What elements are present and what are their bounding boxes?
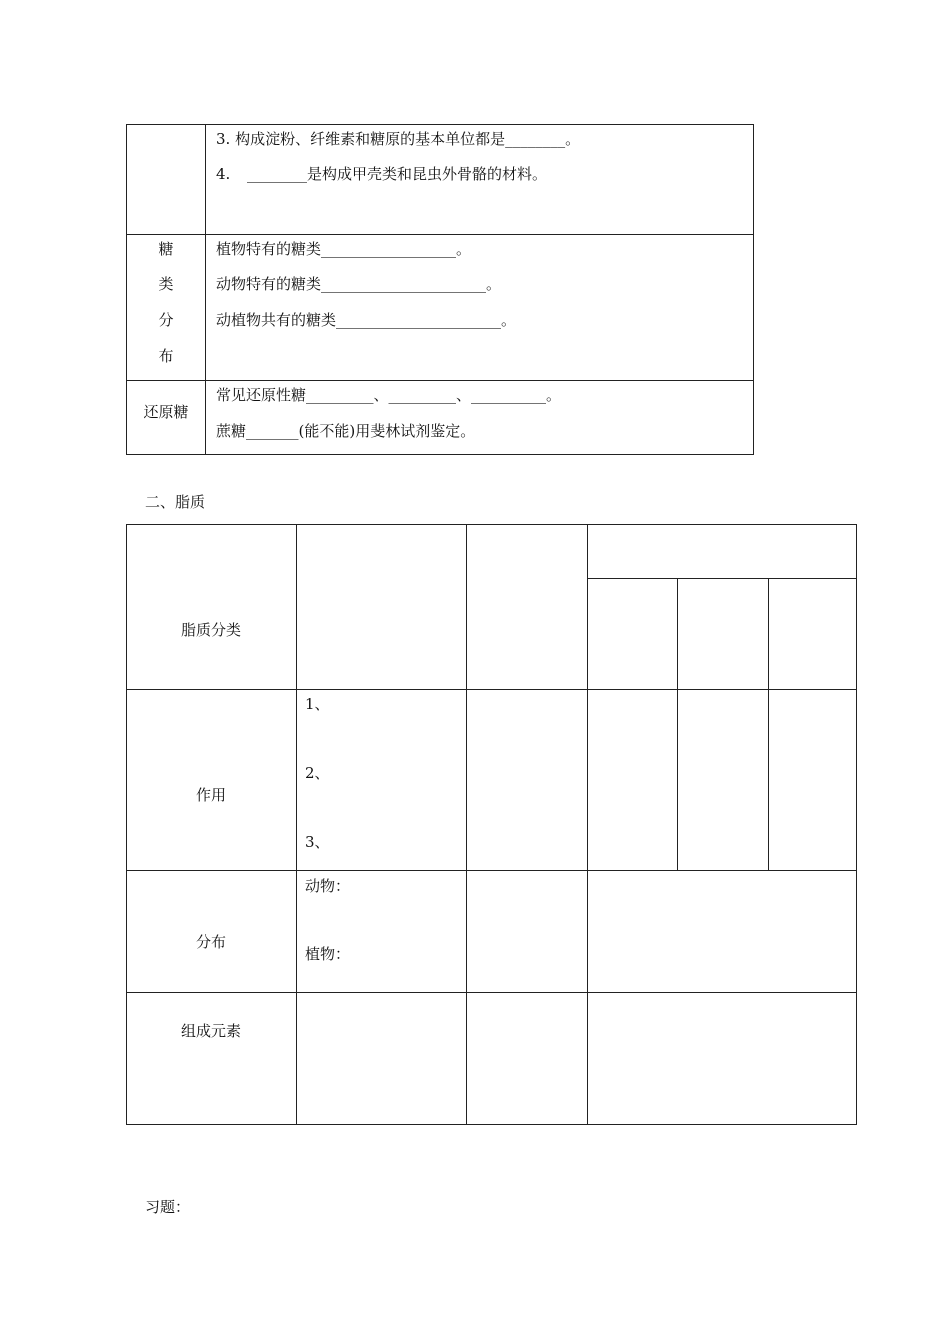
animal-sugars-line: 动物特有的糖类______________________。 xyxy=(216,275,502,293)
sugar-distribution-label-char: 类 xyxy=(158,275,174,293)
table2-column-divider xyxy=(296,524,297,1125)
distribution-animal: 动物： xyxy=(305,877,351,895)
table2-row-divider xyxy=(126,870,857,871)
exercises-title: 习题： xyxy=(145,1198,191,1216)
table2-right-border xyxy=(856,524,857,1125)
sugar-distribution-label-char: 糖 xyxy=(158,240,174,258)
common-sugars-line: 动植物共有的糖类______________________。 xyxy=(216,311,517,329)
table2-column-divider xyxy=(587,524,588,1125)
sugar-distribution-label-char: 布 xyxy=(158,347,174,365)
table1-right-border xyxy=(753,124,754,455)
table2-row-divider xyxy=(126,689,857,690)
table2-subheader-divider xyxy=(587,578,857,579)
table2-column-divider xyxy=(466,524,467,1125)
table2-top-border xyxy=(126,524,857,525)
lipid-classification-label: 脂质分类 xyxy=(180,621,241,639)
function-item: 2、 xyxy=(305,764,330,782)
section-title-lipids: 二、脂质 xyxy=(145,493,206,511)
table2-subcolumn-divider xyxy=(768,578,769,871)
elements-label: 组成元素 xyxy=(180,1022,241,1040)
reducing-sugar-label: 还原糖 xyxy=(143,403,189,421)
distribution-label: 分布 xyxy=(195,933,226,951)
item-4-number: 4. xyxy=(216,165,231,183)
table2-subcolumn-divider xyxy=(677,578,678,871)
function-label: 作用 xyxy=(195,786,226,804)
table2-bottom-border xyxy=(126,1124,857,1125)
table2-row-divider xyxy=(126,992,857,993)
item-4-text: ________是构成甲壳类和昆虫外骨骼的材料。 xyxy=(247,165,548,183)
sugar-distribution-label-char: 分 xyxy=(158,311,174,329)
table1-row-divider xyxy=(126,234,754,235)
reducing-sugars-line: 常见还原性糖_________、_________、__________。 xyxy=(216,386,562,404)
distribution-plant: 植物： xyxy=(305,945,351,963)
table1-bottom-border xyxy=(126,454,754,455)
table1-top-border xyxy=(126,124,754,125)
item-3-text: 3. 构成淀粉、纤维素和糖原的基本单位都是________。 xyxy=(216,130,581,148)
sucrose-test-line: 蔗糖_______(能不能)用斐林试剂鉴定。 xyxy=(216,422,476,440)
plant-sugars-line: 植物特有的糖类__________________。 xyxy=(216,240,472,258)
function-item: 1、 xyxy=(305,695,330,713)
table1-row-divider xyxy=(126,380,754,381)
function-item: 3、 xyxy=(305,833,330,851)
